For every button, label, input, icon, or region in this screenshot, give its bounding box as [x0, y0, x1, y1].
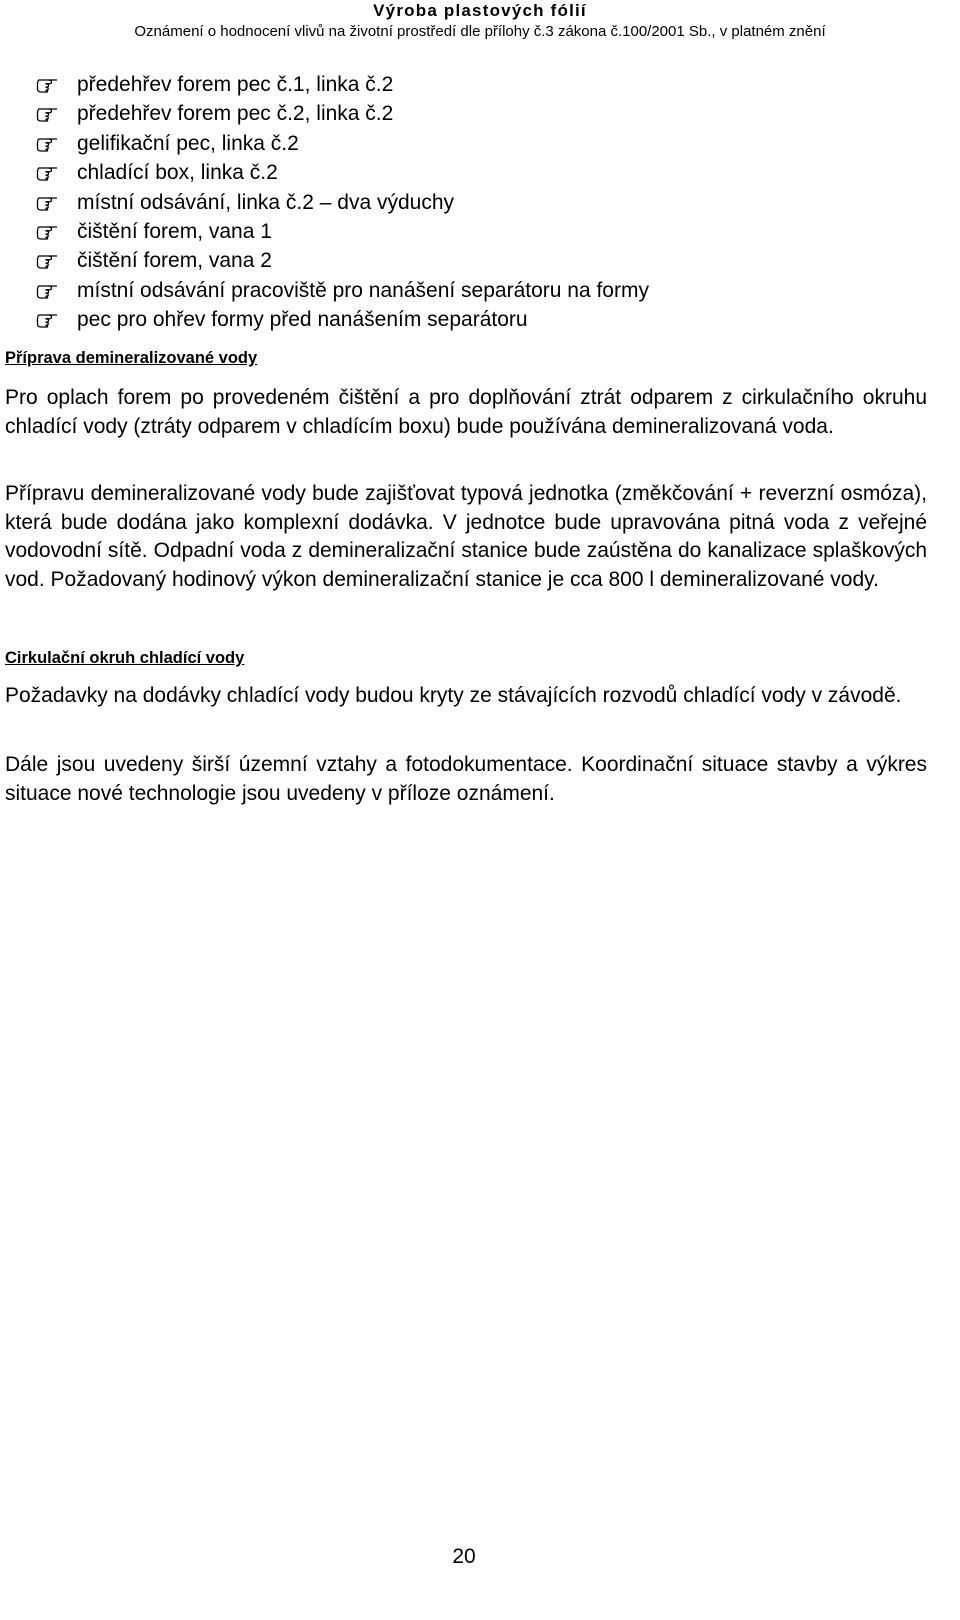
list-item-text: pec pro ohřev formy před nanášením separátoru — [77, 308, 528, 332]
document-title: Výroba plastových fólií — [373, 1, 587, 20]
pointing-hand-icon — [36, 74, 58, 96]
list-item-text: čištění forem, vana 2 — [77, 249, 272, 273]
document-subtitle: Oznámení o hodnocení vlivů na životní prostředí dle přílohy č.3 zákona č.100/2001 Sb., v platném znění — [134, 23, 826, 40]
section-heading-cooling-circuit: Cirkulační okruh chladící vody — [5, 649, 245, 667]
paragraph-demi-usage: Pro oplach forem po provedeném čištění a pro doplňování ztrát odparem z cirkulačního okruhu chladící vody (ztráty odparem v chladícím boxu) bude používána demineralizovaná voda. — [5, 386, 927, 438]
pointing-hand-icon — [36, 221, 58, 243]
list-item-text: místní odsávání pracoviště pro nanášení separátoru na formy — [77, 278, 649, 302]
list-item-text: gelifikační pec, linka č.2 — [77, 131, 299, 155]
pointing-hand-icon — [36, 103, 58, 125]
page-number: 20 — [452, 1545, 476, 1568]
list-item-text: předehřev forem pec č.1, linka č.2 — [77, 73, 394, 96]
pointing-hand-icon — [36, 309, 58, 331]
list-item-text: místní odsávání, linka č.2 – dva výduchy — [77, 190, 455, 214]
paragraph-attachments: Dále jsou uvedeny širší územní vztahy a fotodokumentace. Koordinační situace stavby a výkres situace nové technologie jsou uvedeny v příloze oznámení. — [5, 753, 927, 805]
section-heading-demineralized-water: Příprava demineralizované vody — [5, 349, 258, 367]
list-item-text: předehřev forem pec č.2, linka č.2 — [77, 102, 394, 126]
list-item-text: čištění forem, vana 1 — [77, 219, 272, 243]
pointing-hand-icon — [36, 192, 58, 214]
pointing-hand-icon — [36, 162, 58, 184]
paragraph-demi-unit: Přípravu demineralizované vody bude zajišťovat typová jednotka (změkčování + reverzní osmóza), která bude dodána jako komplexní dodávka. V jednotce bude upravována pitná voda z veřejné vodovodní sítě. Odpadní voda z demineralizační stanice bude zaústěna do kanalizace splaškových vod. Požadovaný hodinový výkon demineralizační stanice je cca 800 l demineralizované vody. — [5, 482, 927, 591]
paragraph-cooling-supply: Požadavky na dodávky chladící vody budou kryty ze stávajících rozvodů chladící vody v závodě. — [5, 684, 902, 707]
pointing-hand-icon — [36, 133, 58, 155]
pointing-hand-icon — [36, 250, 58, 272]
list-item-text: chladící box, linka č.2 — [77, 161, 278, 185]
pointing-hand-icon — [36, 280, 58, 302]
